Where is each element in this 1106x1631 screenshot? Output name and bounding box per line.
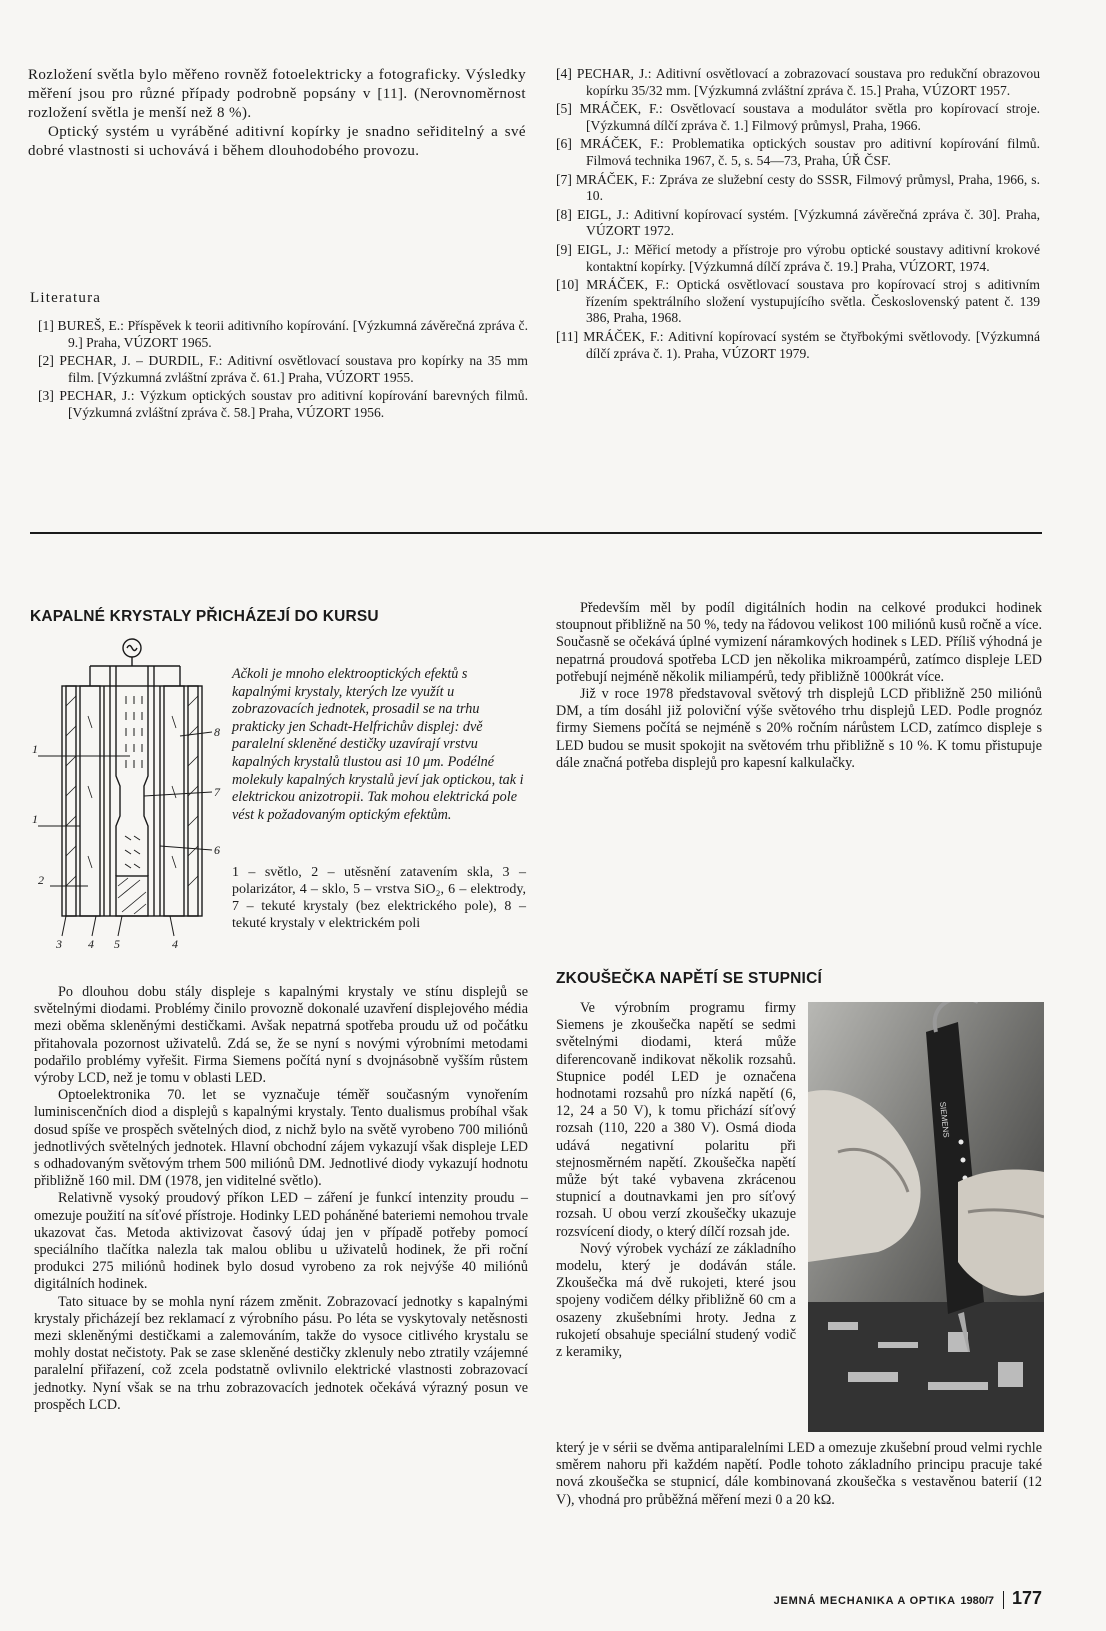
literature-heading: Literatura bbox=[30, 290, 102, 306]
lcd-cross-section-diagram bbox=[30, 636, 230, 956]
footer-divider bbox=[1003, 1591, 1004, 1609]
paragraph: který je v sérii se dvěma antiparalelními LED a omezuje zkušební proud velmi rychle směrem nahoru při každém napětí. Podle tohoto základního principu pracuje také nová zkoušečka se stupnicí, dále kombinovaná zkoušečka s vestavěnou baterií (12 V), vhodná pro průběžná měření mezi 0 a 20 kΩ. bbox=[556, 1440, 1042, 1508]
article-body bbox=[556, 1000, 796, 1361]
figure-label: 1 bbox=[32, 742, 38, 756]
reference-item: [6] MRÁČEK, F.: Problematika optických soustav pro aditivní kopírování filmů. Filmová technika 1967, č. 5, s. 54—73, Praha, ÚŘ ČSF. bbox=[556, 136, 1040, 168]
references-right bbox=[556, 66, 1040, 362]
reference-item: [7] MRÁČEK, F.: Zpráva ze služební cesty do SSSR, Filmový průmysl, Praha, 1966, s. 10. bbox=[556, 171, 1040, 204]
reference-item: [11] MRÁČEK, F.: Aditivní kopírovací systém se čtyřbokými světlovody. [Výzkumná dílčí zpráva č. 1). Praha, VÚZORT 1979. bbox=[556, 328, 1040, 361]
article-body-full-width bbox=[556, 1440, 1042, 1509]
article-body bbox=[34, 984, 528, 1414]
figure-label: 2 bbox=[38, 873, 44, 887]
paragraph: Již v roce 1978 představoval světový trh displejů LCD přibližně 250 miliónů DM, a tím dosáhl již poloviční výše světového trhu displejů LED. Podle prognóz firmy Siemens počítá se nejméně s 20% ročním nárůstem LCD, zatímco displeje s LED budou se musit spokojit na světovém trhu přibližně s 10 %. K tomu přistupuje dále značná potřeba displejů pro kapesní kalkulačky. bbox=[556, 686, 1042, 771]
figure-label: 5 bbox=[114, 937, 120, 951]
figure-label: 1 bbox=[32, 812, 38, 826]
reference-item: [1] BUREŠ, E.: Příspěvek k teorii aditivního kopírování. [Výzkumná závěrečná zpráva č. 9.] Praha, VÚZORT 1965. bbox=[38, 318, 528, 350]
article-right-column bbox=[556, 600, 1042, 772]
reference-item: [10] MRÁČEK, F.: Optická osvětlovací soustava pro kopírovací stroj s aditivním řízením spektrálního složení vystupujícího světla. Československý patent č. 139 386, Praha, 1968. bbox=[556, 277, 1040, 326]
paragraph: Tato situace by se mohla nyní rázem změnit. Zobrazovací jednotky s kapalnými krystaly přicházejí bez reklamací z výrobního pásu. Po léta se vyskytovaly netěsnosti mezi skleněnými destičkami a zalemováním, takže do vysoce citlivého krystalu se mohly dostat nečistoty. Pak se zase skleněné destičky zklenuly nebo ztratily vzájemné paralelní přiřazení, což zcela podstatně ovlivnilo elektrické vlastnosti zobrazovací jednotky. Nyní však se na trhu zobrazovacích jednotek očekává výrazný posun ve prospěch LCD. bbox=[34, 1293, 528, 1413]
journal-issue: 1980/7 bbox=[960, 1595, 995, 1607]
reference-item: [9] EIGL, J.: Měřicí metody a přístroje pro výrobu optické soustavy aditivní krokové kontaktní kopírky. [Výzkumná dílčí zpráva č. 19.] Praha, VÚZORT, 1974. bbox=[556, 241, 1040, 274]
figure-label: 4 bbox=[172, 937, 178, 951]
paragraph: Rozložení světla bylo měřeno rovněž fotoelektricky a fotograficky. Výsledky měření jsou pro různé případy podrobně popsány v [11]. (Nerovnoměrnost rozložení světla je menší než 8 %). bbox=[28, 67, 526, 121]
article-lead: Ačkoli je mnoho elektrooptických efektů s kapalnými krystaly, kterých lze využít u zobrazovacích jednotek, prosadil se na trhu prakticky jen Schadt-Helfrichův displej: dvě paralelní skleněné destičky uzavírají vrstvu kapalných krystalů tlustou asi 10 μm. Podélné molekuly kapalných krystalů jeví jak optickou, tak i elektrickou anizotropii. Tak mohou elektrická pole vést k požadovaným optickým efektům. bbox=[232, 666, 524, 823]
voltage-tester-photo bbox=[808, 1002, 1044, 1432]
reference-item: [3] PECHAR, J.: Výzkum optických soustav pro aditivní kopírování barevných filmů. [Výzkumná zvláštní zpráva č. 58.] Praha, VÚZORT 1956. bbox=[38, 388, 528, 420]
page-footer bbox=[700, 1588, 1042, 1612]
top-left-text bbox=[28, 66, 526, 161]
reference-item: [4] PECHAR, J.: Aditivní osvětlovací a zobrazovací soustava pro redukční obrazovou kopírku 35/32 mm. [Výzkumná zvláštní zpráva č. 15.] Praha, VÚZORT 1957. bbox=[556, 66, 1040, 98]
paragraph: Především měl by podíl digitálních hodin na celkové produkci hodinek stoupnout přibližně na 50 %, tedy na řádovou velikost 100 miliónů kusů ročně a více. Současně se očekává úplné vymizení náramkových hodinek s LED. Příliš výhodná je nepatrná proudová spotřeba LCD jen několika mikroampérů, zatímco displeje LED potřebují nejméně několik miliampérů, tedy přibližně 1000krát více. bbox=[556, 600, 1042, 685]
figure-label: 8 bbox=[214, 725, 220, 739]
paragraph: Nový výrobek vychází ze základního modelu, který je dodáván stále. Zkoušečka má dvě rukojeti, které jsou spojeny vodičem délky přibližně 60 cm a osazeny zkušebními hroty. Jedna z rukojetí obsahuje speciální studený vodič z keramiky, bbox=[556, 1240, 796, 1361]
paragraph: Optický systém u vyráběné aditivní kopírky je snadno seřiditelný a své dobré vlastnosti si uchovává i během dlouhodobého provozu. bbox=[28, 124, 526, 159]
paragraph: Po dlouhou dobu stály displeje s kapalnými krystaly ve stínu displejů se světelnými diodami. Problémy činilo provozně dokonalé uzavření displejového média mezi oběma skleněnými destičkami. Avšak nepatrná spotřeba proudu už od počátku přitahovala pozornost uživatelů. Zdá se, že se nyní s novými výrobními metodami podařilo problémy vyřešit. Firma Siemens počítá nyní s dvojnásobně vyšším růstem výroby LCD, než je tomu v oblasti LED. bbox=[34, 984, 528, 1087]
photo-brand-text: SIEMENS bbox=[938, 1101, 951, 1139]
reference-item: [2] PECHAR, J. – DURDIL, F.: Aditivní osvětlovací soustava pro kopírky na 35 mm film. [Výzkumná zvláštní zpráva č. 61.] Praha, VÚZORT 1955. bbox=[38, 353, 528, 385]
section-divider bbox=[30, 532, 1042, 534]
paragraph: Optoelektronika 70. let se vyznačuje téměř současným vynořením luminiscenčních diod a displejů s kapalnými krystaly. Tento dualismus probíhal však dosud spíše ve prospěch světelných diod, z nichž bylo na světě vyrobeno 700 miliónů jednotlivých světelných jednotek. Hlavní obchodní zájem vykazují však displeje LED s odhadovaným světovým trhem 500 miliónů DM. Jednotlivé diody vykazují hodnotu přibližně 160 mil. DM (1978, jen viditelné světlo). bbox=[34, 1087, 528, 1190]
figure-label: 7 bbox=[214, 785, 220, 799]
figure-label: 4 bbox=[88, 937, 94, 951]
paragraph: Ve výrobním programu firmy Siemens je zkoušečka napětí se sedmi světelnými diodami, která může diferencovaně indikovat několik rozsahů. Stupnice podél LED je označena hodnotami rozsahů pro nízká napětí (6, 12, 24 a 50 V), k tomu přichází síťový rozsah (110, 220 a 380 V). Osmá dioda udává negativní polaritu při stejnosměrném napětí. Zkoušečka napětí může být také vybavena zkrácenou stupnicí a doutnavkami jen pro síťový rozsah. U obou verzí zkoušečky ukazuje rozsvícení diody, o který dílčí rozsah jde. bbox=[556, 1000, 796, 1240]
reference-item: [5] MRÁČEK, F.: Osvětlovací soustava a modulátor světla pro kopírovací stroje. [Výzkumná dílčí zpráva č. 1.] Filmový průmysl, Praha, 1966. bbox=[556, 101, 1040, 133]
reference-item: [8] EIGL, J.: Aditivní kopírovací systém. [Výzkumná závěrečná zpráva č. 30]. Praha, VÚZORT 1972. bbox=[556, 206, 1040, 239]
article-headline: ZKOUŠEČKA NAPĚTÍ SE STUPNICÍ bbox=[556, 970, 822, 987]
references-left bbox=[38, 318, 528, 422]
figure-caption: 1 – světlo, 2 – utěsnění zatavením skla, 3 – polarizátor, 4 – sklo, 5 – vrstva SiO₂, 6 – elektrody, 7 – tekuté krystaly (bez elektrického pole), 8 – tekuté krystaly v elektrickém poli bbox=[232, 865, 526, 931]
page-number: 177 bbox=[1011, 1588, 1042, 1608]
figure-label: 6 bbox=[214, 843, 220, 857]
figure-label: 3 bbox=[56, 937, 62, 951]
journal-name: JEMNÁ MECHANIKA A OPTIKA bbox=[773, 1595, 956, 1607]
article-headline: KAPALNÉ KRYSTALY PŘICHÁZEJÍ DO KURSU bbox=[30, 608, 379, 625]
paragraph: Relativně vysoký proudový příkon LED – záření je funkcí intenzity proudu – omezuje použití na síťové přístroje. Hodinky LED poháněné bateriemi nemohou trvale ukazovat čas. Metoda aktivizovat časový údaj jen v případě potřeby pomocí speciálního tlačítka nalezla tak malou oblibu u uživatelů hodinek, že při roční produkci 275 miliónů hodinek bylo dosud vyrobeno za rok nejvýše 40 miliónů digitálních hodinek. bbox=[34, 1190, 528, 1293]
